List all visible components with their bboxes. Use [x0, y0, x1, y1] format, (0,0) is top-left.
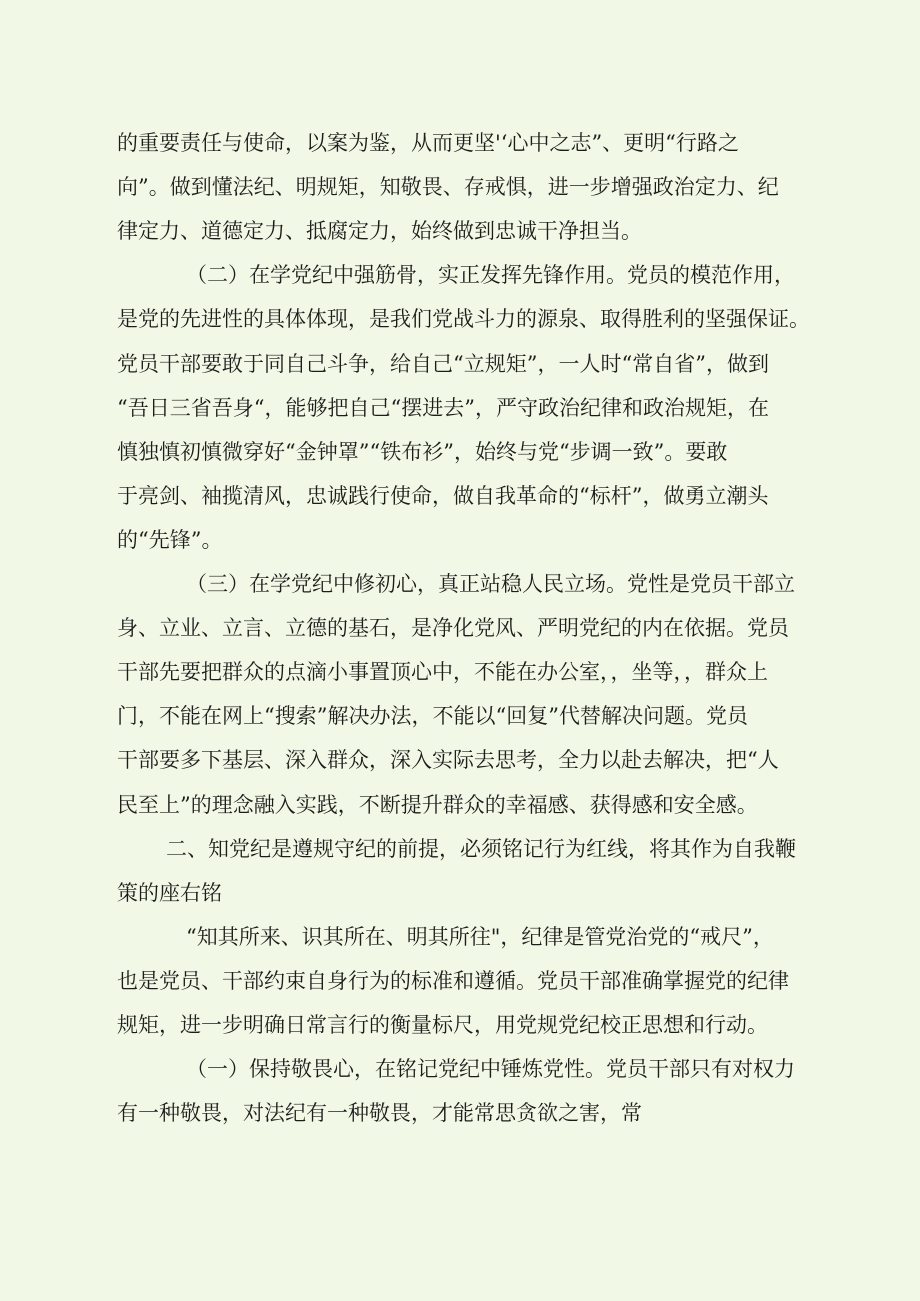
- text-line: 向”。做到懂法纪、明规矩，知敬畏、存戒惧，进一步增强政治定力、纪: [117, 175, 779, 199]
- text-line: “吾日三省吾身“，能够把自己“摆进去”，严守政治纪律和政治规矩，在: [117, 396, 769, 420]
- text-line: 的重要责任与使命，以案为鉴，从而更坚'‘心中之志”、更明“行路之: [117, 131, 739, 155]
- text-line: 律定力、道德定力、抵腐定力，始终做到忠诚干净担当。: [117, 219, 642, 243]
- text-line: 规矩，进一步明确日常言行的衡量标尺，用党规党纪校正思想和行动。: [117, 1013, 768, 1037]
- text-line: 门，不能在网上“搜索”解决办法，不能以“回复”代替解决问题。党员: [117, 704, 748, 728]
- text-line: 是党的先进性的具体体现，是我们党战斗力的源泉、取得胜利的坚强保证。: [117, 307, 810, 331]
- text-line: 有一种敬畏，对法纪有一种敬畏，才能常思贪欲之害，常: [117, 1101, 642, 1125]
- text-line: “知其所来、识其所在、明其所往"，纪律是管党治党的“戒尺”，: [186, 925, 774, 949]
- text-line: 于亮剑、袖揽清风，忠诚践行使命，做自我革命的“标杆”，做勇立潮头: [117, 484, 769, 508]
- text-line: 也是党员、干部约束自身行为的标准和遵循。党员干部准确掌握党的纪律: [117, 969, 789, 993]
- text-line: 党员干部要敢于同自己斗争，给自己“立规矩”，一人时“常自省”，做到: [117, 352, 769, 376]
- text-line: 干部要多下基层、深入群众，深入实际去思考，全力以赴去解决，把“人: [117, 748, 779, 772]
- text-line: 慎独慎初慎微穿好“金钟罩”“铁布衫”，始终与党“步调一致”。要敢: [117, 440, 728, 464]
- text-line: 二、知党纪是遵规守纪的前提，必须铭记行为红线，将其作为自我鞭: [166, 837, 796, 861]
- text-line: 干部先要把群众的点滴小事置顶心中，不能在办公室，，坐等，，群众上: [117, 660, 768, 684]
- text-line: （二）在学党纪中强筋骨，实正发挥先锋作用。党员的模范作用，: [186, 263, 795, 287]
- text-line: 策的座右铭: [117, 881, 222, 905]
- text-line: 的“先锋”。: [117, 528, 223, 552]
- text-line: 身、立业、立言、立德的基石，是净化党风、严明党纪的内在依据。党员: [117, 616, 789, 640]
- text-line: （一）保持敬畏心，在铭记党纪中锤炼党性。党员干部只有对权力: [186, 1057, 795, 1081]
- text-line: 民至上”的理念融入实践，不断提升群众的幸福感、获得感和安全感。: [117, 793, 758, 817]
- text-line: （三）在学党纪中修初心，真正站稳人民立场。党性是党员干部立: [186, 572, 795, 596]
